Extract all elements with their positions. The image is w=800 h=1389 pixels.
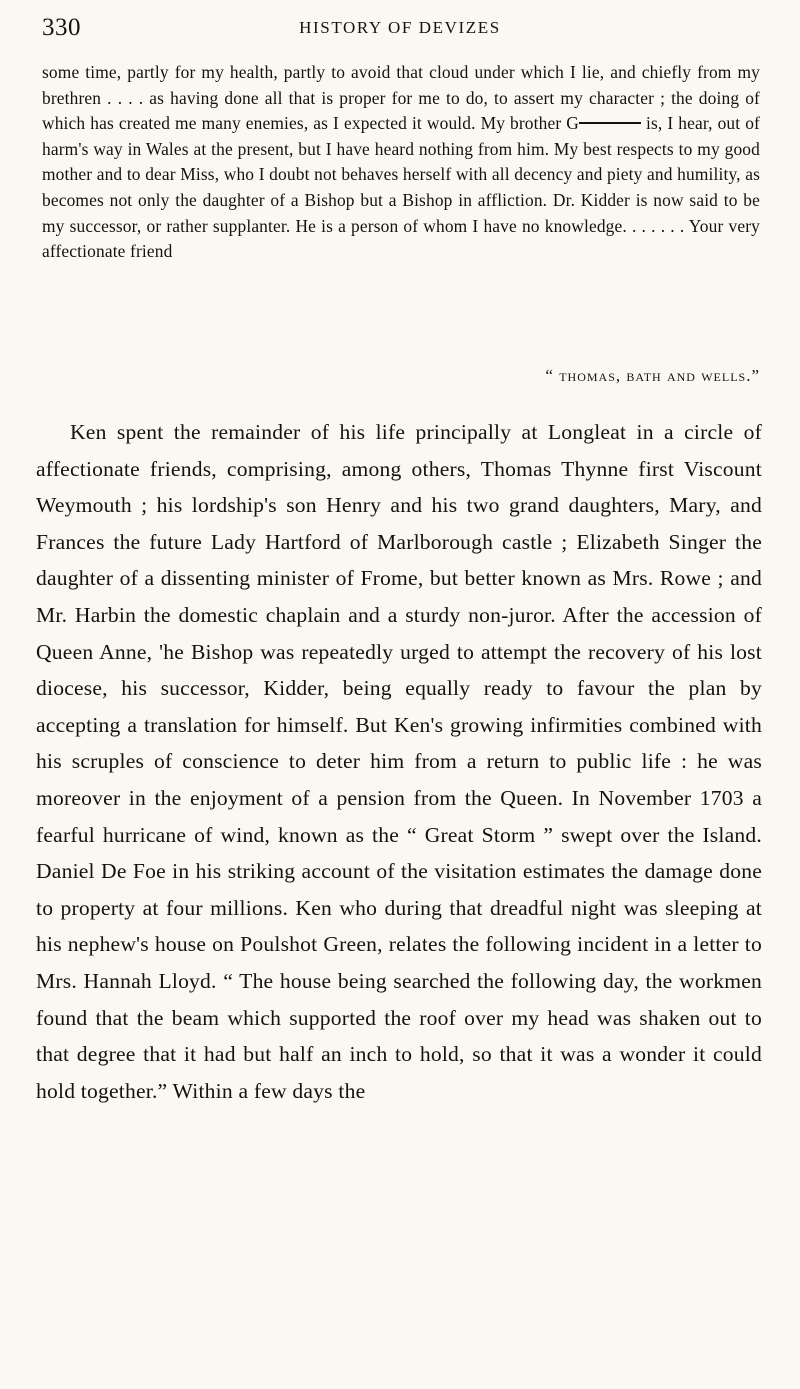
running-head-title: HISTORY OF DEVIZES (299, 18, 501, 37)
quoted-letter-block (42, 60, 760, 265)
running-head (0, 14, 800, 42)
letter-text-part-1: some time, partly for my health, partly to avoid that cloud under which I lie, and chiefly from my brethren . . . . as having done all that is proper for me to do, to assert my character ; the doing of which has created me many enemies, as I expected it would. My brother G (42, 62, 760, 134)
body-paragraph: Ken spent the remainder of his life principally at Longleat in a circle of affectionate friends, comprising, among others, Thomas Thynne first Viscount Weymouth ; his lordship's son Henry and his two grand daughters, Mary, and Frances the future Lady Hartford of Marlborough castle ; Elizabeth Singer the daughter of a dissenting minister of Frome, but better known as Mrs. Rowe ; and Mr. Harbin the domestic chaplain and a sturdy non-juror. After the accession of Queen Anne, 'he Bishop was repeatedly urged to attempt the recovery of his lost diocese, his successor, Kidder, being equally ready to favour the plan by accepting a translation for himself. But Ken's growing infirmities combined with his scruples of conscience to deter him from a return to public life : he was moreover in the enjoyment of a pension from the Queen. In November 1703 a fearful hurricane of wind, known as the “ Great Storm ” swept over the Island. Daniel De Foe in his striking account of the visitation estimates the damage done to property at four millions. Ken who during that dreadful night was sleeping at his nephew's house on Poulshot Green, relates the following incident in a letter to Mrs. Hannah Lloyd. “ The house being searched the following day, the workmen found that the beam which supported the roof over my head was shaken out to that degree that it had but half an inch to hold, so that it was a wonder it could hold together.” Within a few days the (36, 420, 762, 1103)
em-dash-rule (579, 122, 641, 124)
letter-signature (42, 366, 760, 386)
letter-signature-text: “ thomas, bath and wells.” (545, 366, 760, 385)
letter-paragraph (42, 60, 760, 265)
page-number: 330 (42, 14, 81, 41)
main-body-text (36, 414, 762, 1109)
letter-text-part-2: is, I hear, out of harm's way in Wales at the present, but I have heard nothing from him. My best respects to my good mother and to dear Miss, who I doubt not behaves herself with all decency and piety and humility, as becomes not only the daughter of a Bishop but a Bishop in affliction. Dr. Kidder is now said to be my successor, or rather supplanter. He is a person of whom I have no knowledge. . . . . . . Your very affectionate friend (42, 113, 760, 262)
